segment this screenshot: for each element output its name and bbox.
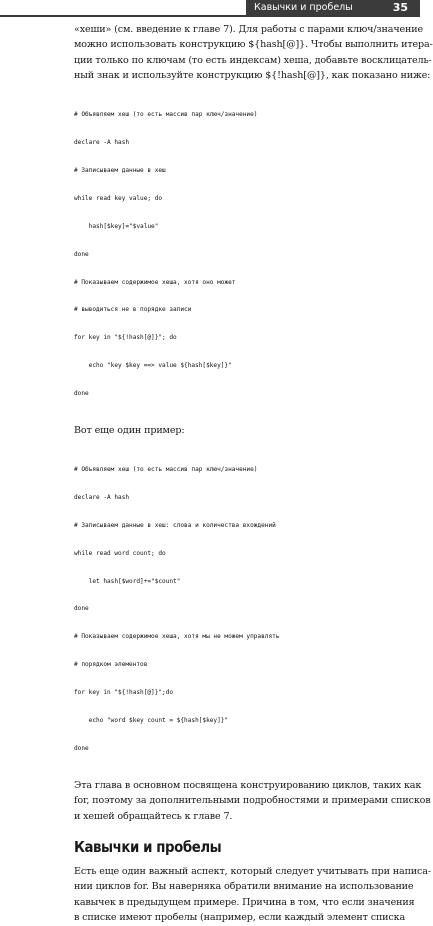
code-line: let hash[$word]+="$count"	[74, 577, 181, 585]
code-line: echo "key $key ==> value ${hash[$key]}"	[74, 362, 232, 370]
page-number: 35	[392, 1, 408, 14]
running-header	[0, 0, 420, 17]
text-line: кавычек в предыдущем примере. Причина в том, что если значения	[74, 896, 415, 908]
text-line: for, поэтому за дополнительными подробностями и примерами списков	[74, 795, 431, 807]
text-line: ции только по ключам (то есть индексам) хеша, добавьте восклицатель-	[74, 54, 432, 66]
code-line: # Показываем содержимое хеша, хотя оно может	[74, 278, 236, 286]
code-block-2	[74, 446, 408, 771]
code-line: for key in "${!hash[@]}"; do	[74, 334, 177, 342]
code-line: done	[74, 744, 89, 752]
paragraph-2	[74, 423, 408, 438]
code-line: hash[$key]="$value"	[74, 222, 159, 230]
text-line: Вот еще один пример:	[74, 425, 185, 437]
text-line: нии циклов for. Вы наверняка обратили внимание на использование	[74, 881, 414, 893]
code-line: # Показываем содержимое хеша, хотя мы не можем управлять	[74, 633, 280, 641]
code-block-1	[74, 92, 408, 417]
text-line: можно использовать конструкцию ${hash[@]}. Чтобы выполнить итера-	[74, 39, 433, 51]
page-content	[74, 22, 433, 926]
code-line: # Записываем данные в хеш: слова и количества вхождений	[74, 521, 276, 529]
section-heading: Кавычки и пробелы	[74, 838, 222, 857]
code-line: declare -A hash	[74, 493, 130, 501]
code-line: while read word count; do	[74, 549, 166, 557]
code-line: # выводиться не в порядке записи	[74, 306, 192, 314]
code-line: # Объявляем хеш (то есть массив пар ключ/значение)	[74, 466, 258, 474]
text-line: «хеши» (см. введение к главе 7). Для работы с парами ключ/значение	[74, 24, 424, 35]
paragraph-3	[74, 778, 431, 824]
text-line: Есть еще один важный аспект, который следует учитывать при написа-	[74, 866, 431, 878]
text-line: ный знак и используйте конструкцию ${!hash[@]}, как показано ниже:	[74, 70, 431, 82]
code-line: done	[74, 605, 89, 613]
code-line: for key in "${!hash[@]}";do	[74, 689, 174, 697]
code-line: done	[74, 250, 89, 258]
text-line: в списке имеют пробелы (например, если каждый элемент списка	[74, 912, 406, 924]
code-line: # Записываем данные в хеш	[74, 167, 166, 174]
code-line: declare -A hash	[74, 139, 130, 147]
code-line: # Объявляем хеш (то есть массив пар ключ/значение)	[74, 111, 258, 119]
code-line: echo "word $key count = ${hash[$key]}"	[74, 717, 229, 725]
text-line: Эта глава в основном посвящена конструированию циклов, таких как	[74, 779, 422, 791]
header-rule	[0, 15, 420, 17]
text-line: и хешей обращайтесь к главе 7.	[74, 810, 233, 822]
code-line: # порядком элементов	[74, 661, 148, 669]
code-line: while read key value; do	[74, 194, 163, 202]
chapter-title: Кавычки и пробелы	[254, 2, 353, 13]
paragraph-4	[74, 864, 431, 926]
code-line: done	[74, 390, 89, 398]
paragraph-1	[74, 22, 433, 84]
